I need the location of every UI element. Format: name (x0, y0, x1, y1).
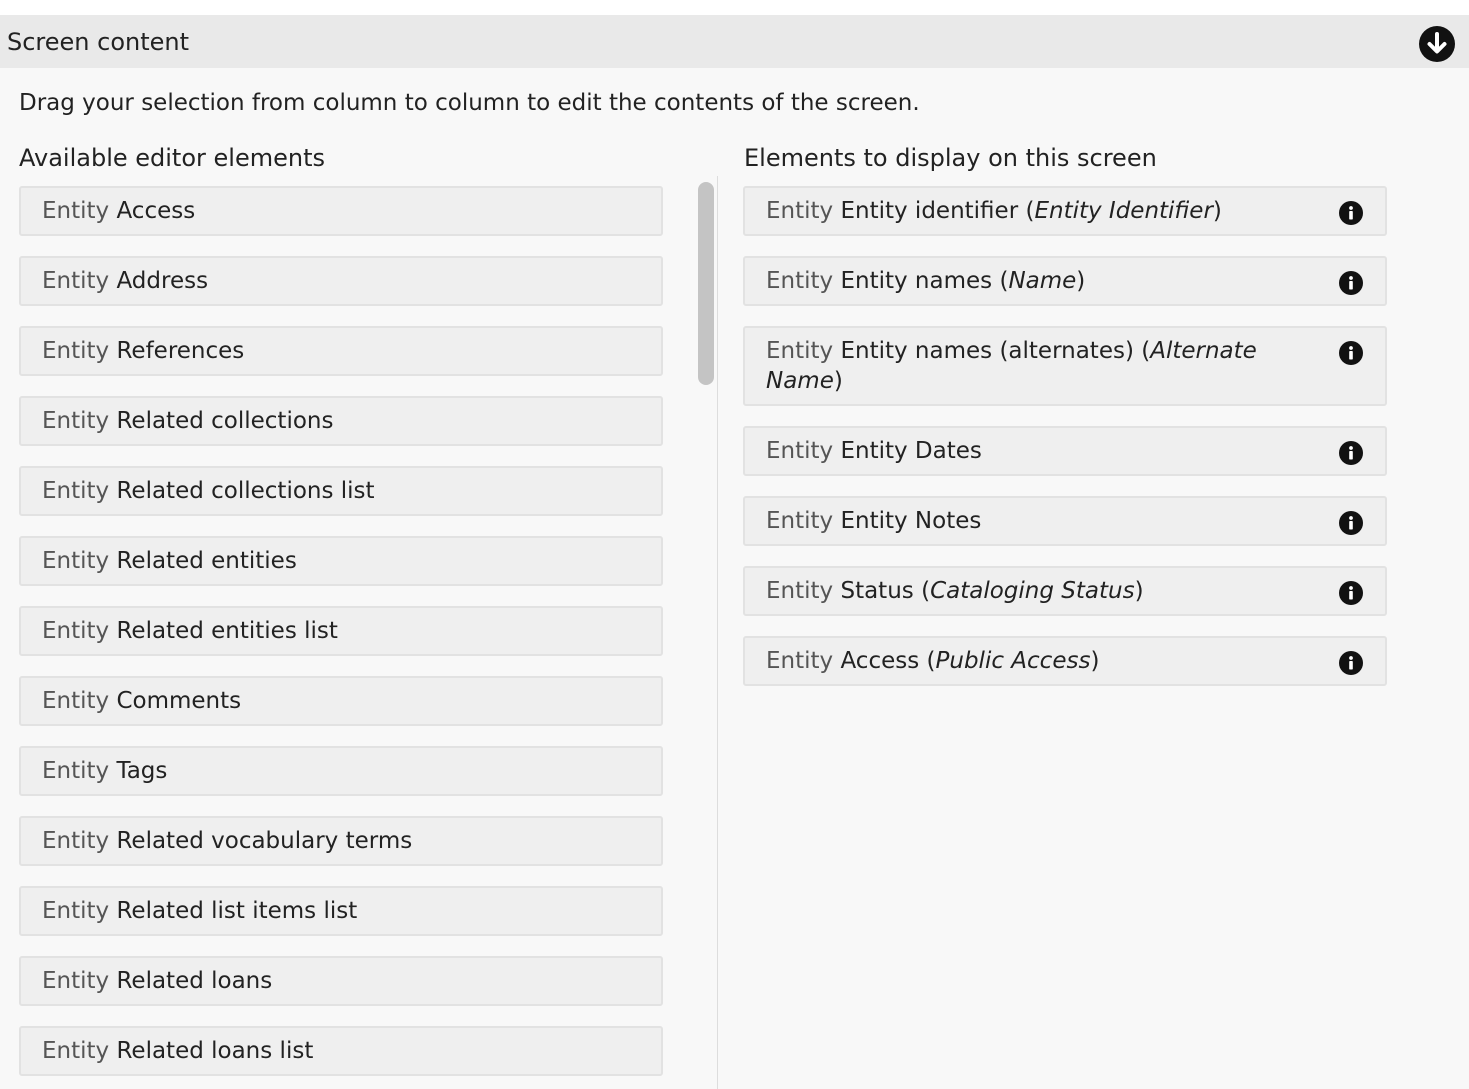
item-prefix: Entity (42, 338, 110, 364)
available-item[interactable] (19, 956, 663, 1006)
code-close: ) (1212, 198, 1222, 224)
item-prefix: Entity (766, 438, 834, 464)
available-item[interactable] (19, 466, 663, 516)
item-label: Related collections (116, 408, 334, 434)
item-prefix: Entity (766, 198, 834, 224)
item-label: Access (840, 648, 920, 674)
available-item[interactable] (19, 676, 663, 726)
available-item[interactable] (19, 746, 663, 796)
item-label: Related loans (116, 968, 273, 994)
display-item[interactable] (743, 426, 1387, 476)
item-code: Public Access (935, 648, 1091, 674)
item-prefix: Entity (766, 578, 834, 604)
display-item[interactable] (743, 326, 1387, 406)
code-open: ( (919, 648, 936, 674)
item-prefix: Entity (42, 268, 110, 294)
item-label: Related loans list (116, 1038, 314, 1064)
code-open: ( (992, 268, 1009, 294)
info-icon[interactable] (1339, 511, 1363, 535)
available-item[interactable] (19, 186, 663, 236)
panel-header[interactable] (0, 15, 1469, 68)
item-prefix: Entity (42, 618, 110, 644)
code-close: ) (833, 368, 843, 394)
item-prefix: Entity (42, 408, 110, 434)
arrow-down-circle-icon[interactable] (1419, 26, 1455, 62)
available-item[interactable] (19, 606, 663, 656)
info-icon[interactable] (1339, 581, 1363, 605)
code-close: ) (1076, 268, 1086, 294)
item-label: Related collections list (116, 478, 375, 504)
item-code: Entity Identifier (1034, 198, 1213, 224)
display-item[interactable] (743, 186, 1387, 236)
item-prefix: Entity (42, 898, 110, 924)
item-label: Tags (116, 758, 168, 784)
item-prefix: Entity (766, 648, 834, 674)
item-prefix: Entity (42, 828, 110, 854)
available-item[interactable] (19, 886, 663, 936)
available-list-scrollbar-thumb[interactable] (698, 182, 714, 385)
item-prefix: Entity (42, 198, 110, 224)
display-item[interactable] (743, 496, 1387, 546)
item-code: Alternate Name (766, 338, 1257, 394)
available-item[interactable] (19, 256, 663, 306)
item-label: Status (840, 578, 914, 604)
item-label: Entity names (alternates) (840, 338, 1134, 364)
info-icon[interactable] (1339, 341, 1363, 365)
item-label: Access (116, 198, 196, 224)
info-icon[interactable] (1339, 441, 1363, 465)
screen-content-panel (0, 15, 1469, 1089)
item-prefix: Entity (42, 758, 110, 784)
available-item[interactable] (19, 816, 663, 866)
item-label: Entity names (840, 268, 993, 294)
item-prefix: Entity (42, 968, 110, 994)
item-prefix: Entity (766, 508, 834, 534)
item-prefix: Entity (42, 688, 110, 714)
display-elements-heading: Elements to display on this screen (744, 144, 1157, 172)
item-label: Entity identifier (840, 198, 1019, 224)
item-label: Related list items list (116, 898, 358, 924)
info-icon[interactable] (1339, 201, 1363, 225)
info-icon[interactable] (1339, 271, 1363, 295)
item-label: Entity Notes (840, 508, 982, 534)
display-item[interactable] (743, 636, 1387, 686)
item-label: Related vocabulary terms (116, 828, 413, 854)
available-item[interactable] (19, 536, 663, 586)
code-open: ( (913, 578, 931, 604)
available-elements-heading: Available editor elements (19, 144, 325, 172)
panel-title: Screen content (7, 28, 190, 56)
code-close: ) (1134, 578, 1144, 604)
available-item[interactable] (19, 326, 663, 376)
display-item[interactable] (743, 256, 1387, 306)
code-open: ( (1133, 338, 1151, 364)
item-code: Name (1008, 268, 1077, 294)
item-prefix: Entity (42, 478, 110, 504)
item-code: Cataloging Status (930, 578, 1135, 604)
item-label: Entity Dates (840, 438, 982, 464)
item-label: Related entities (116, 548, 297, 574)
available-item[interactable] (19, 396, 663, 446)
code-open: ( (1018, 198, 1035, 224)
item-prefix: Entity (42, 548, 110, 574)
item-prefix: Entity (766, 338, 834, 364)
info-icon[interactable] (1339, 651, 1363, 675)
item-label: References (116, 338, 245, 364)
display-item[interactable] (743, 566, 1387, 616)
item-label: Related entities list (116, 618, 338, 644)
item-label: Address (116, 268, 209, 294)
code-close: ) (1090, 648, 1100, 674)
item-prefix: Entity (42, 1038, 110, 1064)
instructions-text: Drag your selection from column to column to edit the contents of the screen. (19, 90, 920, 116)
item-prefix: Entity (766, 268, 834, 294)
item-label: Comments (116, 688, 242, 714)
available-item[interactable] (19, 1026, 663, 1076)
